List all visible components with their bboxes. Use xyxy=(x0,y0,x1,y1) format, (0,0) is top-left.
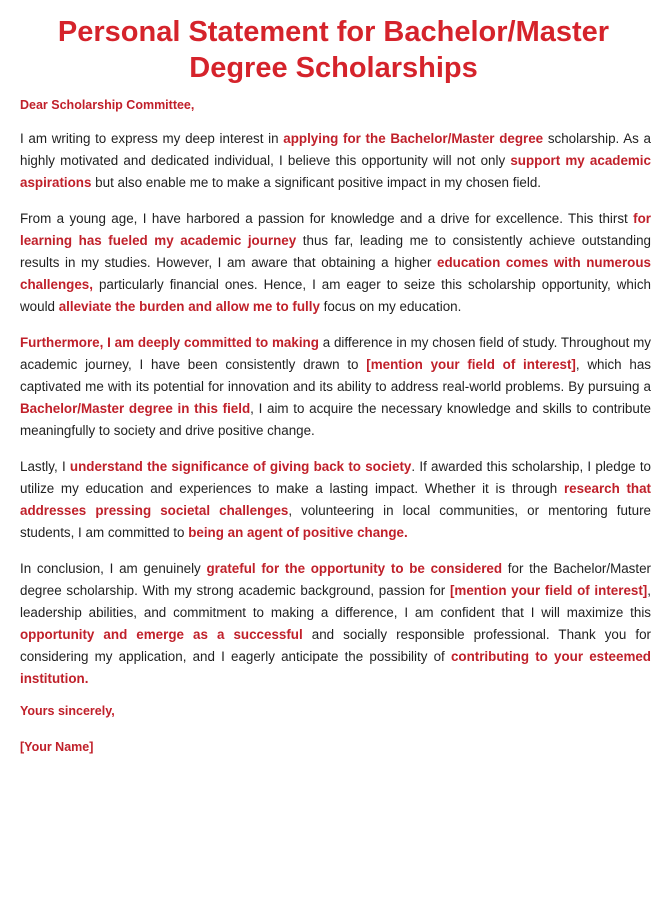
highlighted-phrase: Furthermore, I am deeply committed to making xyxy=(20,335,319,350)
highlighted-phrase: alleviate the burden and allow me to fully xyxy=(58,299,320,314)
title-line-1: Personal Statement for Bachelor/Master xyxy=(57,16,610,48)
closing-line: Yours sincerely, xyxy=(20,704,115,718)
body-text: In conclusion, I am genuinely xyxy=(20,561,207,576)
body-text: From a young age, I have harbored a passion for knowledge and a drive for excellence. This thirst xyxy=(20,211,634,226)
signature-placeholder: [Your Name] xyxy=(20,740,94,754)
body-text: , leadership abilities, and commitment to making a difference, I am confident that I will maximize this xyxy=(20,583,651,620)
highlighted-phrase: contributing to your esteemed institution. xyxy=(20,649,651,686)
highlighted-phrase: opportunity and emerge as a successful xyxy=(20,627,303,642)
body-text: , volunteering in local communities, or mentoring future students, I am committed to xyxy=(20,503,651,540)
highlighted-phrase: grateful for the opportunity to be considered xyxy=(206,561,503,576)
highlighted-phrase: for learning has fueled my academic journey xyxy=(20,211,651,248)
body-text: I am writing to express my deep interest in xyxy=(20,131,284,146)
body-text: particularly financial ones. Hence, I am eager to seize this scholarship opportunity, which would xyxy=(20,277,651,314)
highlighted-phrase: education comes with numerous challenges, xyxy=(20,255,651,292)
paragraph-3 xyxy=(20,332,653,442)
body-text: . If awarded this scholarship, I pledge to utilize my education and experiences to make a lasting impact. Whether it is through xyxy=(20,459,651,496)
letter-body xyxy=(20,128,653,690)
highlighted-phrase: [mention your field of interest] xyxy=(366,357,576,372)
body-text: , which has captivated me with its potential for innovation and its ability to address real-world problems. By pursuing a xyxy=(20,357,651,394)
salutation: Dear Scholarship Committee, xyxy=(20,98,195,112)
highlighted-phrase: applying for the Bachelor/Master degree xyxy=(283,131,544,146)
highlighted-phrase: being an agent of positive change. xyxy=(188,525,408,540)
paragraph-2 xyxy=(20,208,653,318)
highlighted-phrase: research that addresses pressing societal challenges xyxy=(20,481,652,518)
body-text: but also enable me to make a significant positive impact in my chosen field. xyxy=(91,175,542,190)
title-line-2: Degree Scholarships xyxy=(189,52,478,84)
paragraph-1 xyxy=(20,128,653,194)
highlighted-phrase: support my academic aspirations xyxy=(20,153,651,190)
body-text: , I aim to acquire the necessary knowledge and skills to contribute meaningfully to society and drive positive change. xyxy=(20,401,651,438)
paragraph-5 xyxy=(20,558,653,690)
body-text: Lastly, I xyxy=(20,459,70,474)
highlighted-phrase: understand the significance of giving back to society xyxy=(69,459,412,474)
paragraph-4 xyxy=(20,456,653,544)
body-text: for the Bachelor/Master degree scholarship. With my strong academic background, passion for xyxy=(20,561,651,598)
highlighted-phrase: Bachelor/Master degree in this field xyxy=(20,401,251,416)
document-title xyxy=(20,14,653,86)
body-text: focus on my education. xyxy=(319,299,462,314)
body-text: thus far, leading me to consistently achieve outstanding results in my studies. However, I am aware that obtaining a higher xyxy=(20,233,651,270)
body-text: scholarship. As a highly motivated and dedicated individual, I believe this opportunity will not only xyxy=(20,131,651,168)
body-text: and socially responsible professional. Thank you for considering my application, and I eagerly anticipate the possibility of xyxy=(20,627,651,664)
body-text: a difference in my chosen field of study. Throughout my academic journey, I have been consistently drawn to xyxy=(20,335,652,372)
highlighted-phrase: [mention your field of interest] xyxy=(449,583,648,598)
